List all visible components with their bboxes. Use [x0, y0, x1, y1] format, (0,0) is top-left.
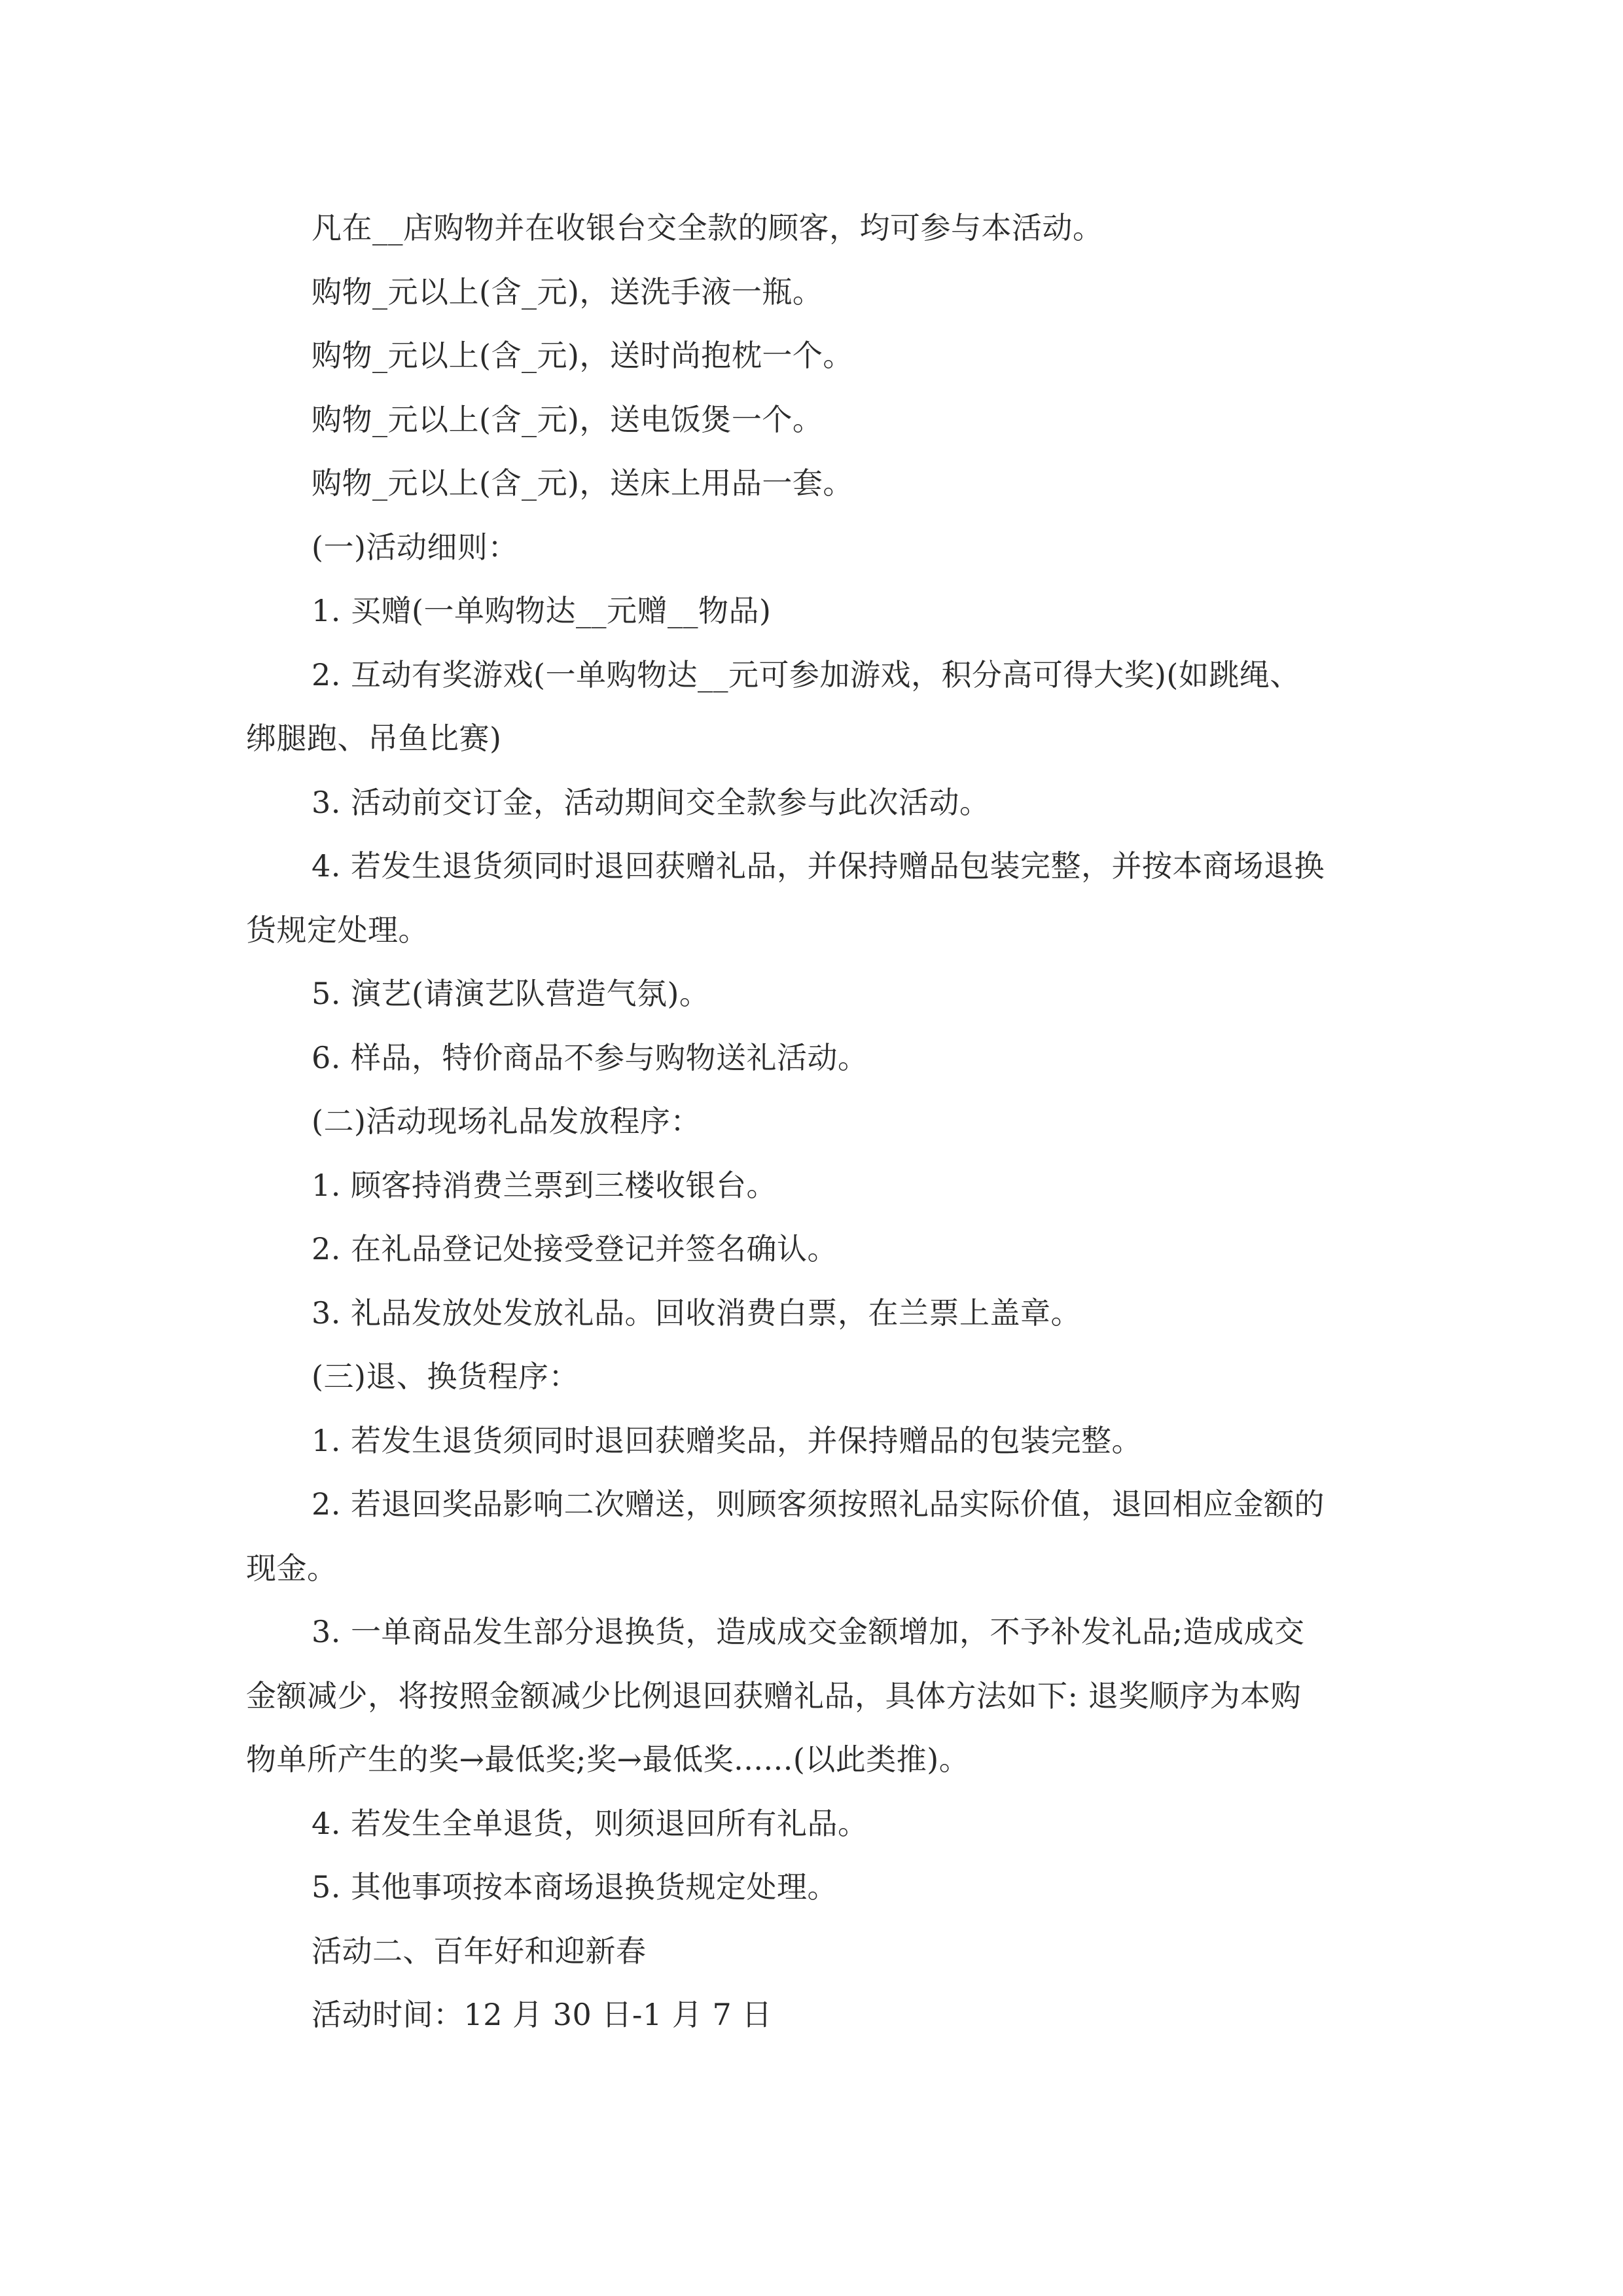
text-line: 1. 顾客持消费兰票到三楼收银台。 — [312, 1167, 777, 1203]
text-line: 1. 买赠(一单购物达__元赠__物品) — [312, 593, 772, 628]
text-line: 6. 样品，特价商品不参与购物送礼活动。 — [312, 1039, 868, 1075]
text-line: 货规定处理。 — [246, 912, 429, 948]
text-line: 2. 在礼品登记处接受登记并签名确认。 — [312, 1231, 838, 1266]
text-line: 1. 若发生退货须同时退回获赠奖品，并保持赠品的包装完整。 — [312, 1422, 1143, 1458]
activity-time: 活动时间：12 月 30 日-1 月 7 日 — [312, 1997, 772, 2032]
text-line: 5. 演艺(请演艺队营造气氛)。 — [312, 976, 710, 1011]
text-line: 凡在__店购物并在收银台交全款的顾客，均可参与本活动。 — [312, 210, 1103, 245]
document-body — [246, 196, 1378, 2047]
text-line: 购物_元以上(含_元)，送床上用品一套。 — [312, 465, 853, 501]
text-line: 购物_元以上(含_元)，送洗手液一瓶。 — [312, 274, 823, 310]
section-heading: (二)活动现场礼品发放程序： — [312, 1103, 701, 1139]
text-line: 2. 互动有奖游戏(一单购物达__元可参加游戏，积分高可得大奖)(如跳绳、 — [312, 656, 1300, 692]
text-line: 3. 礼品发放处发放礼品。回收消费白票，在兰票上盖章。 — [312, 1295, 1082, 1331]
section-heading: (三)退、换货程序： — [312, 1359, 579, 1394]
text-line: 4. 若发生退货须同时退回获赠礼品，并保持赠品包装完整，并按本商场退换 — [312, 848, 1325, 884]
text-line: 4. 若发生全单退货，则须退回所有礼品。 — [312, 1805, 868, 1841]
text-line: 购物_元以上(含_元)，送电饭煲一个。 — [312, 401, 823, 437]
text-line: 3. 活动前交订金，活动期间交全款参与此次活动。 — [312, 784, 990, 820]
text-line: 绑腿跑、吊鱼比赛) — [246, 721, 502, 756]
text-line: 金额减少，将按照金额减少比例退回获赠礼品，具体方法如下: 退奖顺序为本购 — [246, 1677, 1302, 1713]
text-line: 2. 若退回奖品影响二次赠送，则顾客须按照礼品实际价值，退回相应金额的 — [312, 1486, 1325, 1522]
text-line: 5. 其他事项按本商场退换货规定处理。 — [312, 1869, 838, 1905]
text-line: 物单所产生的奖→最低奖;奖→最低奖......(以此类推)。 — [246, 1742, 970, 1777]
section-heading: (一)活动细则： — [312, 529, 518, 565]
text-line: 购物_元以上(含_元)，送时尚抱枕一个。 — [312, 338, 853, 373]
text-line: 3. 一单商品发生部分退换货，造成成交金额增加，不予补发礼品;造成成交 — [312, 1614, 1305, 1649]
activity-title: 活动二、百年好和迎新春 — [312, 1933, 647, 1969]
text-line: 现金。 — [246, 1550, 338, 1586]
